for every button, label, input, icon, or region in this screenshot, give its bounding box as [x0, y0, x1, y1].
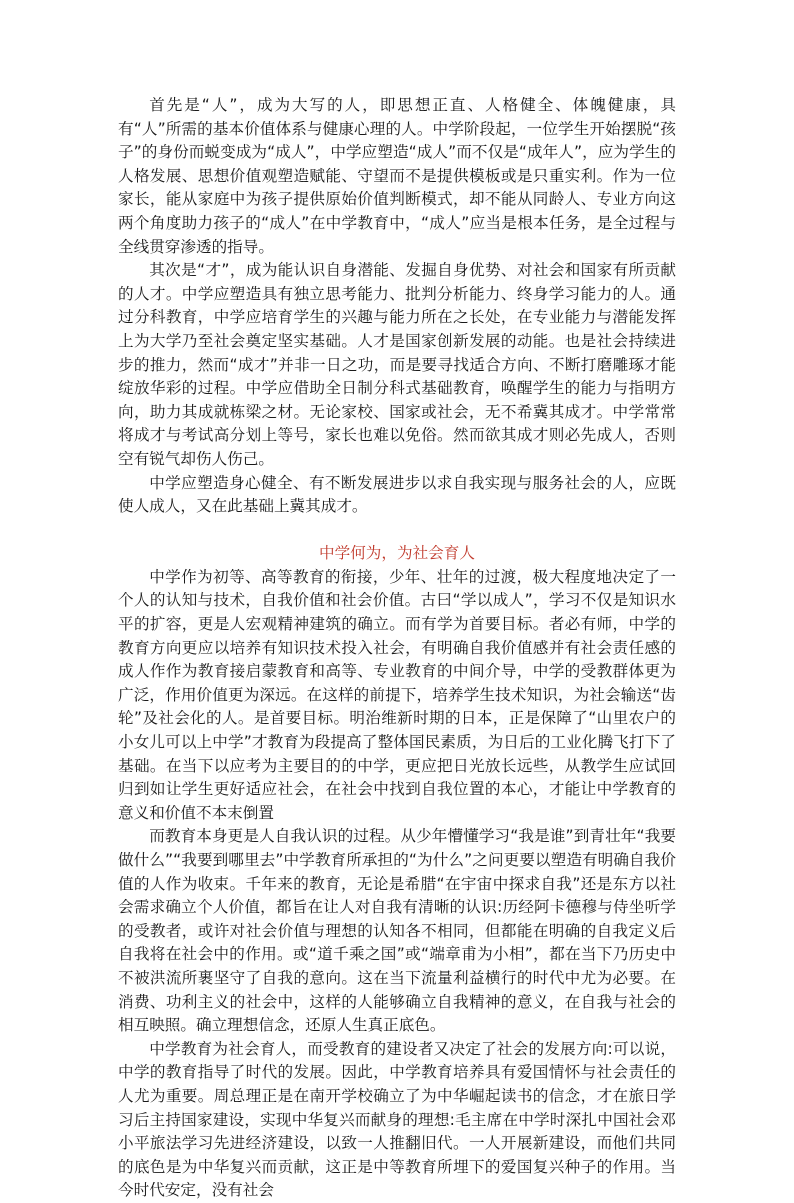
- section-spacer: [118, 519, 676, 543]
- section-heading: 中学何为，为社会育人: [319, 544, 475, 563]
- body-paragraph-1: 首先是“人”，成为大写的人，即思想正直、人格健全、体魄健康，具有“人”所需的基本价值体系与健康心理的人。中学阶段起，一位学生开始摆脱“孩子”的身份而蜕变成为“成人”，中学应塑造“成人”而不仅是“成年人”，应为学生的人格发展、思想价值观塑造赋能、守望而不是提供模板或是只重实利。作为一位家长，能从家庭中为孩子提供原始价值判断模式，却不能从同龄人、专业方向这两个角度助力孩子的“成人”在中学教育中，“成人”应当是根本任务，是全过程与全线贯穿渗透的指导。: [118, 96, 676, 256]
- body-paragraph-4: 中学作为初等、高等教育的衔接，少年、壮年的过渡，极大程度地决定了一个人的认知与技术，自我价值和社会价值。古曰“学以成人”，学习不仅是知识水平的扩容，更是人宏观精神建筑的确立。而有学为首要目标。者必有师，中学的教育方向更应以培养有知识技术投入社会，有明确自我价值感并有社会责任感的成人作作为教育接启蒙教育和高等、专业教育的中间介导，中学的受教群体更为广泛，作用价值更为深远。在这样的前提下，培养学生技术知识，为社会输送“齿轮”及社会化的人。是首要目标。明治维新时期的日本，正是保障了“山里农户的小女儿可以上中学”才教育为段提高了整体国民素质，为日后的工业化腾飞打下了基础。在当下以应考为主要目的的中学，更应把日光放长远些，从教学生应试回归到如让学生更好适应社会，在社会中找到自我位置的本心，才能让中学教育的意义和价值不本末倒置: [118, 567, 676, 822]
- body-paragraph-3: 中学应塑造身心健全、有不断发展进步以求自我实现与服务社会的人，应既使人成人，又在此基础上冀其成才。: [118, 473, 676, 516]
- document-page: [118, 94, 676, 1203]
- body-paragraph-2: 其次是“才”，成为能认识自身潜能、发掘自身优势、对社会和国家有所贡献的人才。中学应塑造具有独立思考能力、批判分析能力、终身学习能力的人。通过分科教育，中学应培育学生的兴趣与能力所在之长处，在专业能力与潜能发挥上为大学乃至社会奠定坚实基础。人才是国家创新发展的动能。也是社会持续进步的推力，然而“成才”并非一日之功，而是要寻找适合方向、不断打磨雕琢才能绽放华彩的过程。中学应借助全日制分科式基础教育，唤醒学生的能力与指明方向，助力其成就栋梁之材。无论家校、国家或社会，无不希冀其成才。中学常常将成才与考试高分划上等号，家长也难以免俗。然而欲其成才则必先成人，否则空有锐气却伤人伤己。: [118, 261, 676, 468]
- body-paragraph-5: 而教育本身更是人自我认识的过程。从少年懵懂学习“我是谁”到青壮年“我要做什么”“我要到哪里去”中学教育所承担的“为什么”之问更要以塑造有明确自我价值的人作为收束。千年来的教育，无论是希腊“在宇宙中探求自我”还是东方以社会需求确立个人价值，都旨在让人对自我有清晰的认识:历经阿卡德穆与侍坐听学的受教者，或许对社会价值与理想的认知各不相同，但都能在明确的自我定义后自我将在社会中的作用。或“道千乘之国”或“端章甫为小相”，都在当下乃历史中不被洪流所裹坚守了自我的意向。这在当下流量利益横行的时代中尤为必要。在消费、功利主义的社会中，这样的人能够确立自我精神的意义，在自我与社会的相互映照。确立理想信念，还原人生真正底色。: [118, 827, 676, 1035]
- body-paragraph-6: 中学教育为社会育人，而受教育的建设者又决定了社会的发展方向:可以说，中学的教育指导了时代的发展。因此，中学教育培养具有爱国情怀与社会责任的人尤为重要。周总理正是在南开学校确立了为中华崛起读书的信念，才在旅日学习后主持国家建设，实现中华复兴而献身的理想:毛主席在中学时深扎中国社会邓小平旅法学习先进经济建设，以致一人推翻旧代。一人开展新建设，而他们共同的底色是为中华复兴而贡献，这正是中等教育所埋下的爱国复兴种子的作用。当今时代安定，没有社会: [118, 1039, 676, 1200]
